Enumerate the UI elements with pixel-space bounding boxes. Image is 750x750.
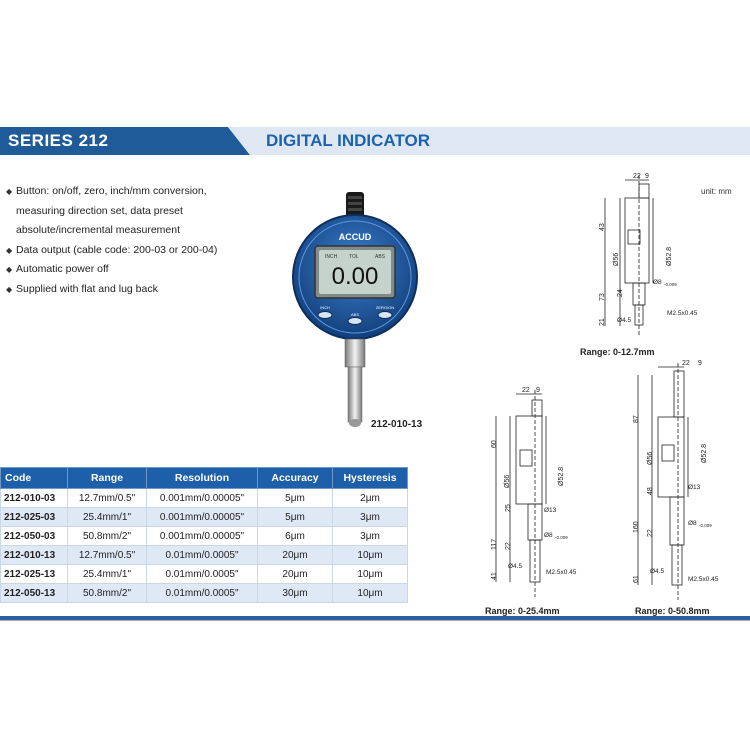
svg-text:60: 60 [491,440,498,448]
contact-point [349,419,361,427]
svg-text:M2.5x0.45: M2.5x0.45 [688,576,719,583]
cell-range: 50.8mm/2" [68,527,147,546]
series-title: SERIES 212 [8,131,109,150]
svg-text:-0.009: -0.009 [699,523,712,528]
table-row [1,565,408,584]
svg-text:41: 41 [491,572,498,580]
column-header-range: Range [68,468,147,489]
inch-button-label: INCH [320,305,330,310]
column-header-resolution: Resolution [147,468,258,489]
feature-text: Automatic power off [16,263,109,275]
svg-text:M2.5x0.45: M2.5x0.45 [667,310,698,317]
bullet-icon: ◆ [6,187,13,196]
svg-text:22: 22 [633,173,641,180]
cell-resolution: 0.01mm/0.0005" [147,565,258,584]
cell-accuracy: 5μm [258,508,333,527]
svg-text:9: 9 [645,173,649,180]
cell-hysteresis: 2μm [333,489,408,508]
column-header-code: Code [1,468,68,489]
cell-resolution: 0.001mm/0.00005" [147,508,258,527]
feature-item [4,182,249,202]
svg-text:61: 61 [633,575,640,583]
cell-code: 212-050-03 [1,527,68,546]
bullet-icon: ◆ [6,265,13,274]
inch-button[interactable] [318,312,332,319]
svg-text:Ø8: Ø8 [653,279,662,286]
cell-hysteresis: 10μm [333,546,408,565]
range-label-12-7: Range: 0-12.7mm [580,347,655,357]
feature-item [4,221,249,241]
spec-table [0,467,408,603]
svg-text:Ø4.5: Ø4.5 [508,563,523,570]
cell-code: 212-025-03 [1,508,68,527]
cell-accuracy: 5μm [258,489,333,508]
feature-text: Supplied with flat and lug back [16,282,158,295]
svg-text:160: 160 [633,521,640,533]
cell-code: 212-050-13 [1,584,68,603]
svg-text:73: 73 [599,293,606,301]
svg-text:Ø52.8: Ø52.8 [666,246,673,266]
zero-button[interactable] [378,312,392,319]
digital-indicator-image [285,190,425,430]
svg-text:-0.009: -0.009 [555,535,568,540]
spindle [348,367,362,422]
cell-accuracy: 6μm [258,527,333,546]
footer-divider [0,620,750,621]
drawing-range-12-7 [585,170,725,345]
drawing-range-50-8 [626,355,750,605]
svg-text:117: 117 [491,538,498,550]
lcd-indicator-abs: ABS [375,254,386,260]
cell-resolution: 0.01mm/0.0005" [147,546,258,565]
zero-button-label: ZERO/ON [375,305,395,310]
bullet-icon: ◆ [6,284,13,294]
svg-text:25: 25 [505,504,512,512]
feature-text: Button: on/off, zero, inch/mm conversion, [16,185,207,197]
svg-text:9: 9 [536,387,540,394]
svg-text:22: 22 [522,387,530,394]
abs-button[interactable] [348,318,362,325]
feature-item [4,241,249,261]
svg-text:Ø4.5: Ø4.5 [617,317,632,324]
svg-text:-0.009: -0.009 [664,282,677,287]
svg-text:22: 22 [682,360,690,367]
svg-text:9: 9 [698,360,702,367]
table-row [1,546,408,565]
cell-code: 212-025-13 [1,565,68,584]
svg-text:Ø52.8: Ø52.8 [701,443,708,463]
svg-text:Ø52.8: Ø52.8 [558,466,565,486]
cell-range: 12.7mm/0.5" [68,546,147,565]
svg-text:21: 21 [599,318,606,326]
cell-resolution: 0.001mm/0.00005" [147,489,258,508]
range-label-50-8: Range: 0-50.8mm [635,606,710,616]
svg-text:Ø4.5: Ø4.5 [650,568,665,575]
feature-item [4,280,249,300]
cell-range: 50.8mm/2" [68,584,147,603]
svg-text:Ø8: Ø8 [544,532,553,539]
feature-text: measuring direction set, data preset [16,204,183,217]
svg-text:Ø13: Ø13 [544,507,557,514]
cell-resolution: 0.01mm/0.0005" [147,584,258,603]
drawing-range-25-4 [480,382,610,604]
bullet-icon: ◆ [6,245,13,255]
cell-range: 12.7mm/0.5" [68,489,147,508]
column-header-hysteresis: Hysteresis [333,468,408,489]
cell-hysteresis: 10μm [333,584,408,603]
svg-text:Ø56: Ø56 [504,474,511,488]
feature-list [4,182,249,299]
svg-text:22: 22 [505,542,512,550]
svg-text:22: 22 [647,529,654,537]
product-code-caption: 212-010-13 [371,419,423,430]
svg-text:87: 87 [633,415,640,423]
cell-resolution: 0.001mm/0.00005" [147,527,258,546]
cell-hysteresis: 3μm [333,527,408,546]
svg-text:Ø8: Ø8 [688,520,697,527]
cell-range: 25.4mm/1" [68,565,147,584]
lcd-reading: 0.00 [331,263,379,290]
table-row [1,508,408,527]
svg-text:48: 48 [647,487,654,495]
feature-text: absolute/incremental measurement [16,224,181,236]
table-header-row [1,468,408,489]
table-row [1,489,408,508]
cell-range: 25.4mm/1" [68,508,147,527]
feature-item [4,202,249,222]
cell-accuracy: 20μm [258,565,333,584]
column-header-accuracy: Accuracy [258,468,333,489]
stem-collar [345,339,365,367]
svg-text:Ø56: Ø56 [613,252,620,266]
cell-hysteresis: 3μm [333,508,408,527]
svg-text:24: 24 [617,289,624,297]
cell-code: 212-010-03 [1,489,68,508]
cell-hysteresis: 10μm [333,565,408,584]
range-label-25-4: Range: 0-25.4mm [485,606,560,616]
brand-logo: ACCUD [338,232,372,242]
product-title: DIGITAL INDICATOR [266,131,431,150]
cell-code: 212-010-13 [1,546,68,565]
svg-text:M2.5x0.45: M2.5x0.45 [546,569,577,576]
lcd-indicator-inch: INCH [325,254,338,260]
feature-item [4,260,249,280]
lcd-indicator-tol: TOL [349,254,359,260]
feature-text: Data output (cable code: 200-03 or 200-04) [16,243,218,256]
svg-text:Ø56: Ø56 [647,451,654,465]
unit-note: unit: mm [701,187,732,196]
svg-text:43: 43 [599,223,606,231]
table-row [1,584,408,603]
cell-accuracy: 30μm [258,584,333,603]
abs-button-label: ABS [350,312,360,317]
svg-text:Ø13: Ø13 [688,484,701,491]
cell-accuracy: 20μm [258,546,333,565]
table-row [1,527,408,546]
